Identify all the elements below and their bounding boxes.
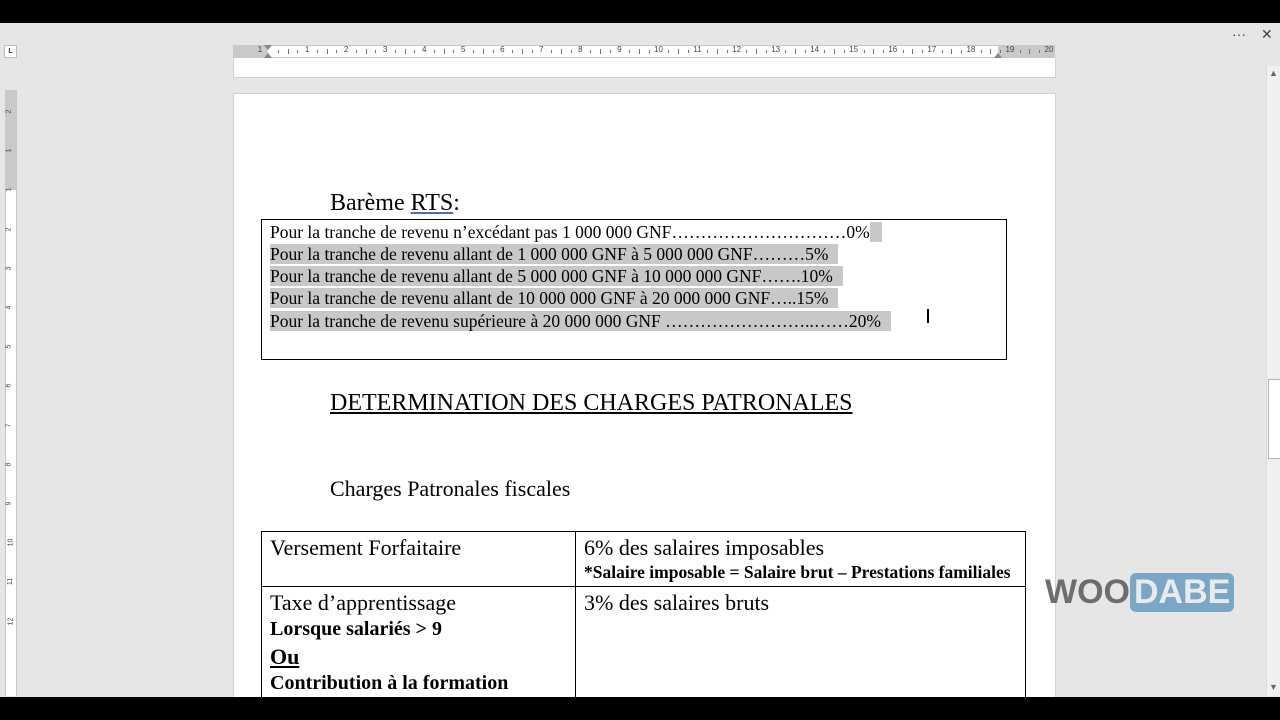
ruler-tick — [668, 50, 669, 53]
ruler-tick — [912, 49, 913, 54]
ruler-tick — [610, 50, 611, 53]
ruler-number: 10 — [7, 538, 15, 547]
ruler-number: 4 — [421, 45, 427, 54]
ruler-number: 15 — [849, 45, 859, 54]
cell-or: Ou — [270, 644, 300, 669]
ruler-tick — [571, 50, 572, 53]
bareme-rts-word: RTS — [410, 190, 454, 216]
ruler-tick — [990, 49, 991, 54]
ruler-number: 6 — [500, 45, 505, 54]
ruler-tick — [903, 50, 904, 53]
ruler-tick — [707, 50, 708, 53]
table-row — [262, 532, 1026, 587]
ruler-tick — [981, 50, 982, 53]
ruler-number: 1 — [257, 45, 263, 54]
ruler-number: 2 — [343, 45, 349, 54]
more-options-icon[interactable]: ··· — [1232, 26, 1246, 42]
ruler-tick — [942, 50, 943, 53]
ruler-number: 18 — [966, 45, 976, 54]
ruler-tick — [961, 50, 962, 53]
ruler-tick — [1029, 49, 1030, 54]
cell-note: *Salaire imposable = Salaire brut – Prestations familiales — [584, 562, 1011, 582]
ruler-tick — [327, 49, 328, 54]
scroll-up-icon[interactable]: ▲ — [1269, 68, 1278, 78]
bareme-heading — [330, 190, 460, 217]
ruler-tick — [590, 50, 591, 53]
ruler-tick — [717, 49, 718, 54]
ruler-tick — [366, 49, 367, 54]
ruler-left-margin — [233, 46, 268, 57]
text-cursor-icon — [927, 309, 929, 323]
rts-line-1: Pour la tranche de revenu n’excédant pas 1 000 000 GNF…………………………0% — [270, 221, 882, 243]
ruler-tick — [288, 49, 289, 54]
ruler-tick — [1039, 50, 1040, 53]
ruler-number: 17 — [927, 45, 937, 54]
charges-patronales-heading: DETERMINATION DES CHARGES PATRONALES — [330, 390, 853, 416]
ruler-number: 9 — [5, 501, 13, 506]
ruler-number: 2 — [5, 227, 13, 232]
rts-bracket-box[interactable] — [261, 219, 1007, 360]
ruler-number: 12 — [7, 617, 15, 625]
bareme-prefix: Barème — [330, 190, 411, 216]
selection-tail — [870, 222, 882, 242]
table-cell[interactable] — [576, 532, 1026, 587]
ruler-tick — [864, 50, 865, 53]
table-cell[interactable] — [262, 532, 576, 587]
cell-text: Versement Forfaitaire — [270, 535, 462, 560]
ruler-tick — [1020, 50, 1021, 53]
ruler-top-margin — [6, 90, 16, 190]
ruler-tick — [756, 49, 757, 54]
cell-text: Taxe d’apprentissage — [270, 590, 456, 615]
ruler-number: 10 — [654, 45, 663, 54]
rts-line-4: Pour la tranche de revenu allant de 10 000 000 GNF à 20 000 000 GNF…..15% — [270, 287, 838, 309]
ruler-number: 1 — [5, 187, 13, 192]
tab-selector[interactable]: L — [4, 45, 17, 58]
ruler-number: 9 — [617, 45, 622, 54]
woodabe-watermark-logo: WOO DABE — [1045, 573, 1234, 612]
ruler-number: 16 — [888, 45, 898, 54]
cell-text: 6% des salaires imposables — [584, 535, 825, 560]
ruler-number: 5 — [5, 344, 13, 349]
ruler-tick — [405, 49, 406, 54]
ruler-tick — [395, 50, 396, 53]
charges-fiscales-heading: Charges Patronales fiscales — [330, 476, 571, 501]
ruler-tick — [727, 50, 728, 53]
ruler-tick — [795, 49, 796, 54]
ruler-tick — [951, 49, 952, 54]
ruler-tick — [629, 50, 630, 53]
ruler-tick — [1000, 50, 1001, 53]
ruler-number: 8 — [5, 462, 13, 467]
ruler-tick — [414, 50, 415, 53]
ruler-tick — [639, 49, 640, 54]
first-line-indent-marker[interactable] — [264, 45, 272, 50]
ruler-number: 19 — [1005, 45, 1015, 54]
ruler-tick — [649, 50, 650, 53]
ruler-number: 3 — [5, 266, 13, 271]
vertical-scrollbar[interactable] — [1266, 66, 1280, 696]
rts-line-5: Pour la tranche de revenu supérieure à 20 000 000 GNF ……………………..……20% — [270, 310, 891, 332]
ruler-number: 8 — [578, 45, 583, 54]
ruler-number: 7 — [539, 45, 544, 54]
ruler-tick — [678, 49, 679, 54]
table-cell[interactable] — [262, 587, 576, 704]
close-icon[interactable]: ✕ — [1261, 26, 1273, 42]
ruler-tick — [483, 49, 484, 54]
ruler-tick — [278, 50, 279, 53]
ruler-number: 14 — [810, 45, 820, 54]
ruler-number: 5 — [461, 45, 466, 54]
ruler-tick — [532, 50, 533, 53]
ruler-tick — [512, 50, 513, 53]
ruler-tick — [551, 50, 552, 53]
ruler-number: 2 — [5, 109, 13, 114]
ruler-tick — [336, 50, 337, 53]
ruler-tick — [834, 49, 835, 54]
ruler-tick — [434, 50, 435, 53]
ruler-number: 7 — [5, 423, 13, 428]
ruler-tick — [297, 50, 298, 53]
ruler-number: 11 — [7, 578, 15, 586]
ruler-tick — [473, 50, 474, 53]
ruler-number: 20 — [1044, 45, 1054, 54]
ruler-number: 3 — [382, 45, 388, 54]
ruler-tick — [873, 49, 874, 54]
ruler-tick — [766, 50, 767, 53]
ruler-number: 11 — [693, 45, 702, 54]
table-cell[interactable] — [576, 587, 1026, 704]
ruler-tick — [493, 50, 494, 53]
ruler-tick — [600, 49, 601, 54]
ruler-number: 1 — [5, 148, 13, 153]
ruler-number: 6 — [5, 383, 13, 388]
horizontal-ruler[interactable] — [233, 45, 1055, 58]
cell-text: 3% des salaires bruts — [584, 590, 770, 615]
ruler-number: 13 — [771, 45, 781, 54]
cell-text-cut: Contribution à la formation — [270, 672, 509, 694]
top-black-bar — [0, 0, 1280, 23]
scrollbar-thumb[interactable] — [1268, 379, 1280, 459]
rts-line-3: Pour la tranche de revenu allant de 5 000 000 GNF à 10 000 000 GNF…….10% — [270, 265, 843, 287]
ruler-tick — [561, 49, 562, 54]
vertical-ruler[interactable] — [5, 90, 17, 696]
bottom-black-bar — [0, 697, 1280, 720]
ruler-tick — [317, 50, 318, 53]
bareme-suffix: : — [453, 190, 460, 216]
ruler-number: 1 — [304, 45, 310, 54]
ruler-tick — [444, 49, 445, 54]
ruler-tick — [522, 49, 523, 54]
ruler-tick — [805, 50, 806, 53]
ruler-tick — [746, 50, 747, 53]
ruler-tick — [453, 50, 454, 53]
ruler-tick — [375, 50, 376, 53]
previous-page-bottom — [233, 58, 1056, 78]
ruler-tick — [922, 50, 923, 53]
cell-condition: Lorsque salariés > 9 — [270, 618, 442, 640]
ruler-tick — [844, 50, 845, 53]
ruler-tick — [785, 50, 786, 53]
ruler-tick — [824, 50, 825, 53]
ruler-number: 4 — [5, 305, 13, 310]
table-row — [262, 587, 1026, 704]
ruler-tick — [883, 50, 884, 53]
ruler-number: 12 — [732, 45, 742, 54]
rts-line-2: Pour la tranche de revenu allant de 1 000 000 GNF à 5 000 000 GNF………5% — [270, 243, 838, 265]
ruler-tick — [688, 50, 689, 53]
scroll-down-icon[interactable]: ▼ — [1269, 682, 1278, 692]
charges-table[interactable] — [261, 531, 1026, 704]
ruler-tick — [356, 50, 357, 53]
